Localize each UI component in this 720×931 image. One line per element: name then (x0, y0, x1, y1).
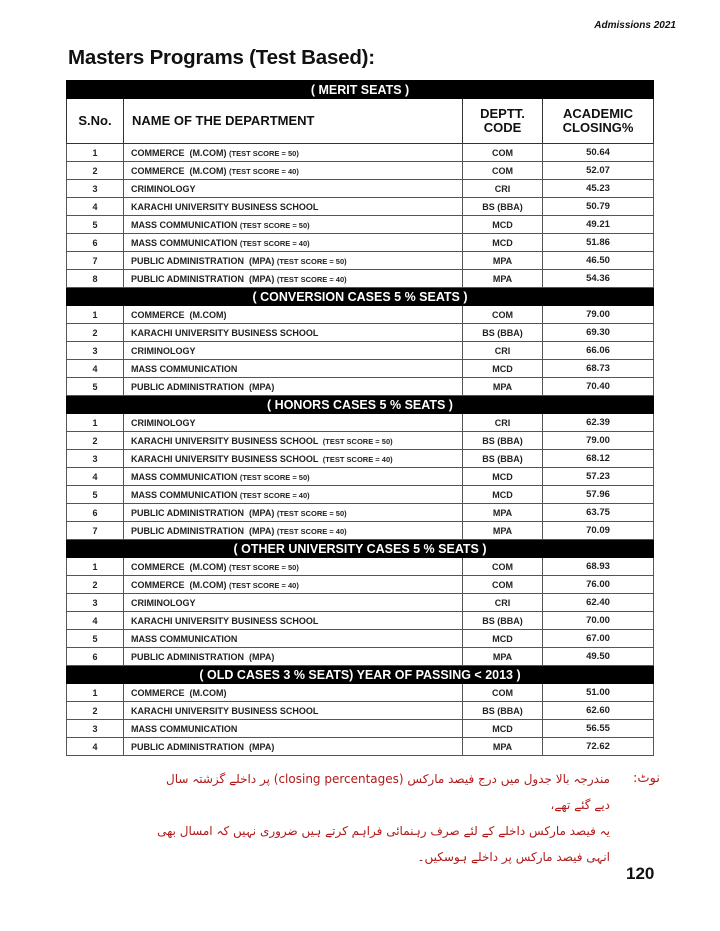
cell-closing-percent: 70.00 (543, 612, 654, 630)
test-score-note: (TEST SCORE = 40) (276, 274, 347, 284)
cell-dept-code: BS (BBA) (463, 612, 543, 630)
cell-closing-percent: 51.00 (543, 684, 654, 702)
table-row (67, 306, 654, 324)
cell-closing-percent: 66.06 (543, 342, 654, 360)
cell-department (124, 450, 463, 468)
note-line-1: مندرجہ بالا جدول میں درج فیصد مارکس (closing percentages) پر داخلے گزشتہ سال دیے گئے تھے، (165, 772, 610, 812)
cell-dept-code: COM (463, 162, 543, 180)
cell-sno: 4 (67, 468, 124, 486)
department-name: CRIMINOLOGY (131, 417, 196, 428)
cell-closing-percent: 52.07 (543, 162, 654, 180)
cell-sno: 2 (67, 702, 124, 720)
table-row (67, 720, 654, 738)
test-score-note: (TEST SCORE = 50) (239, 472, 310, 482)
cell-sno: 4 (67, 738, 124, 756)
cell-closing-percent: 62.60 (543, 702, 654, 720)
cell-sno: 2 (67, 432, 124, 450)
table-row (67, 450, 654, 468)
cell-department (124, 468, 463, 486)
cell-department (124, 252, 463, 270)
page-number: 120 (626, 864, 655, 883)
cell-department (124, 414, 463, 432)
cell-department (124, 612, 463, 630)
department-name: MASS COMMUNICATION (131, 237, 238, 248)
cell-department (124, 702, 463, 720)
test-score-note: (TEST SCORE = 50) (239, 220, 310, 230)
cell-dept-code: MPA (463, 648, 543, 666)
cell-sno: 6 (67, 504, 124, 522)
cell-sno: 1 (67, 306, 124, 324)
cell-closing-percent: 62.40 (543, 594, 654, 612)
table-row (67, 558, 654, 576)
test-score-note: (TEST SCORE = 50) (229, 562, 299, 572)
column-header-code-line2: CODE (483, 120, 522, 135)
cell-sno: 1 (67, 684, 124, 702)
test-score-note: (TEST SCORE = 40) (229, 166, 299, 176)
department-name: KARACHI UNIVERSITY BUSINESS SCHOOL (131, 453, 319, 464)
cell-sno: 2 (67, 162, 124, 180)
table-row (67, 180, 654, 198)
column-header-closing (543, 99, 654, 144)
department-name: COMMERCE (M.COM) (131, 687, 227, 698)
cell-sno: 4 (67, 360, 124, 378)
table-row (67, 522, 654, 540)
column-header-closing-line1: ACADEMIC (562, 106, 634, 121)
cell-sno: 7 (67, 252, 124, 270)
urdu-note (150, 766, 660, 870)
department-name: CRIMINOLOGY (131, 345, 196, 356)
table-row (67, 198, 654, 216)
cell-department (124, 522, 463, 540)
cell-department (124, 432, 463, 450)
department-name: KARACHI UNIVERSITY BUSINESS SCHOOL (131, 327, 319, 338)
cell-sno: 1 (67, 558, 124, 576)
department-name: COMMERCE (M.COM) (131, 561, 227, 572)
cell-department (124, 684, 463, 702)
cell-dept-code: MCD (463, 234, 543, 252)
cell-dept-code: BS (BBA) (463, 702, 543, 720)
cell-closing-percent: 50.64 (543, 144, 654, 162)
cell-department (124, 324, 463, 342)
department-name: PUBLIC ADMINISTRATION (MPA) (131, 741, 275, 752)
cell-department (124, 558, 463, 576)
note-line-2: یہ فیصد مارکس داخلے کے لئے صرف رہنمائی فراہم کرتے ہیں ضروری نہیں کہ امسال بھی انہی فیصد مارکس پر داخلے ہوسکیں۔ (157, 824, 610, 864)
cell-department (124, 378, 463, 396)
table-row (67, 162, 654, 180)
cell-closing-percent: 68.12 (543, 450, 654, 468)
table-row (67, 702, 654, 720)
cell-department (124, 738, 463, 756)
cell-sno: 5 (67, 486, 124, 504)
cell-dept-code: BS (BBA) (463, 198, 543, 216)
cell-dept-code: MCD (463, 216, 543, 234)
table-row (67, 504, 654, 522)
cell-closing-percent: 51.86 (543, 234, 654, 252)
cell-sno: 5 (67, 630, 124, 648)
cell-sno: 8 (67, 270, 124, 288)
table-row (67, 342, 654, 360)
section-header (67, 540, 654, 558)
cell-closing-percent: 67.00 (543, 630, 654, 648)
closing-percentages-table (66, 80, 654, 756)
department-name: MASS COMMUNICATION (131, 633, 238, 644)
department-name: MASS COMMUNICATION (131, 471, 238, 482)
table-row (67, 468, 654, 486)
table-row (67, 144, 654, 162)
cell-department (124, 306, 463, 324)
cell-department (124, 360, 463, 378)
cell-dept-code: COM (463, 684, 543, 702)
cell-closing-percent: 49.50 (543, 648, 654, 666)
cell-closing-percent: 50.79 (543, 198, 654, 216)
cell-dept-code: BS (BBA) (463, 450, 543, 468)
cell-department (124, 594, 463, 612)
column-header-sno: S.No. (67, 99, 124, 144)
department-name: COMMERCE (M.COM) (131, 579, 227, 590)
section-header (67, 396, 654, 414)
test-score-note: (TEST SCORE = 50) (276, 508, 347, 518)
cell-dept-code: MPA (463, 270, 543, 288)
section-title: ( OLD CASES 3 % SEATS) YEAR OF PASSING < 2013 ) (67, 666, 654, 684)
cell-department (124, 144, 463, 162)
cell-dept-code: MPA (463, 738, 543, 756)
cell-sno: 5 (67, 378, 124, 396)
test-score-note: (TEST SCORE = 50) (320, 436, 393, 446)
department-name: MASS COMMUNICATION (131, 723, 238, 734)
test-score-note: (TEST SCORE = 40) (239, 490, 310, 500)
cell-sno: 3 (67, 342, 124, 360)
cell-dept-code: MCD (463, 720, 543, 738)
department-name: KARACHI UNIVERSITY BUSINESS SCHOOL (131, 201, 319, 212)
cell-dept-code: COM (463, 144, 543, 162)
cell-sno: 4 (67, 198, 124, 216)
cell-sno: 1 (67, 414, 124, 432)
cell-dept-code: CRI (463, 594, 543, 612)
department-name: CRIMINOLOGY (131, 183, 196, 194)
cell-sno: 3 (67, 180, 124, 198)
cell-closing-percent: 70.09 (543, 522, 654, 540)
column-header-name: NAME OF THE DEPARTMENT (124, 99, 463, 144)
table-row (67, 414, 654, 432)
department-name: KARACHI UNIVERSITY BUSINESS SCHOOL (131, 615, 319, 626)
cell-department (124, 576, 463, 594)
table-row (67, 594, 654, 612)
cell-sno: 1 (67, 144, 124, 162)
test-score-note: (TEST SCORE = 40) (320, 454, 393, 464)
table-row (67, 576, 654, 594)
cell-department (124, 342, 463, 360)
department-name: PUBLIC ADMINISTRATION (MPA) (131, 525, 275, 536)
table-row (67, 486, 654, 504)
cell-sno: 6 (67, 234, 124, 252)
cell-closing-percent: 62.39 (543, 414, 654, 432)
test-score-note: (TEST SCORE = 50) (276, 256, 347, 266)
cell-closing-percent: 72.62 (543, 738, 654, 756)
cell-dept-code: BS (BBA) (463, 324, 543, 342)
section-header (67, 288, 654, 306)
cell-dept-code: MPA (463, 252, 543, 270)
test-score-note: (TEST SCORE = 50) (229, 148, 299, 158)
department-name: COMMERCE (M.COM) (131, 309, 227, 320)
column-header-row (67, 99, 654, 144)
note-label: نوٹ: (633, 771, 660, 786)
test-score-note: (TEST SCORE = 40) (276, 526, 347, 536)
cell-closing-percent: 70.40 (543, 378, 654, 396)
test-score-note: (TEST SCORE = 40) (229, 580, 299, 590)
department-name: COMMERCE (M.COM) (131, 165, 227, 176)
cell-sno: 3 (67, 450, 124, 468)
cell-closing-percent: 54.36 (543, 270, 654, 288)
department-name: PUBLIC ADMINISTRATION (MPA) (131, 255, 275, 266)
table-row (67, 648, 654, 666)
cell-sno: 3 (67, 594, 124, 612)
section-title: ( OTHER UNIVERSITY CASES 5 % SEATS ) (67, 540, 654, 558)
department-name: KARACHI UNIVERSITY BUSINESS SCHOOL (131, 435, 319, 446)
cell-department (124, 486, 463, 504)
cell-department (124, 504, 463, 522)
cell-sno: 5 (67, 216, 124, 234)
section-title: ( HONORS CASES 5 % SEATS ) (67, 396, 654, 414)
department-name: CRIMINOLOGY (131, 597, 196, 608)
cell-dept-code: COM (463, 576, 543, 594)
department-name: PUBLIC ADMINISTRATION (MPA) (131, 381, 275, 392)
cell-closing-percent: 79.00 (543, 306, 654, 324)
table-row (67, 234, 654, 252)
column-header-code (463, 99, 543, 144)
section-header (67, 81, 654, 99)
cell-sno: 4 (67, 612, 124, 630)
cell-dept-code: BS (BBA) (463, 432, 543, 450)
department-name: MASS COMMUNICATION (131, 219, 238, 230)
table-row (67, 252, 654, 270)
column-header-closing-line2: CLOSING% (562, 120, 634, 135)
test-score-note: (TEST SCORE = 40) (239, 238, 310, 248)
cell-department (124, 234, 463, 252)
table-row (67, 630, 654, 648)
cell-closing-percent: 68.73 (543, 360, 654, 378)
cell-sno: 6 (67, 648, 124, 666)
table-row (67, 432, 654, 450)
header-label: Admissions 2021 (594, 20, 676, 31)
table-row (67, 216, 654, 234)
cell-department (124, 198, 463, 216)
cell-dept-code: MPA (463, 522, 543, 540)
cell-sno: 2 (67, 324, 124, 342)
section-title: ( MERIT SEATS ) (67, 81, 654, 99)
cell-dept-code: CRI (463, 180, 543, 198)
table-row (67, 360, 654, 378)
page-title: Masters Programs (Test Based): (68, 46, 375, 69)
column-header-code-line1: DEPTT. (480, 106, 525, 121)
cell-closing-percent: 63.75 (543, 504, 654, 522)
cell-dept-code: CRI (463, 342, 543, 360)
cell-sno: 3 (67, 720, 124, 738)
table-row (67, 324, 654, 342)
cell-dept-code: COM (463, 306, 543, 324)
cell-dept-code: MCD (463, 486, 543, 504)
department-name: PUBLIC ADMINISTRATION (MPA) (131, 273, 275, 284)
cell-dept-code: COM (463, 558, 543, 576)
table-row (67, 684, 654, 702)
department-name: MASS COMMUNICATION (131, 363, 238, 374)
cell-closing-percent: 79.00 (543, 432, 654, 450)
cell-dept-code: MCD (463, 630, 543, 648)
department-name: PUBLIC ADMINISTRATION (MPA) (131, 651, 275, 662)
cell-closing-percent: 56.55 (543, 720, 654, 738)
cell-dept-code: MPA (463, 504, 543, 522)
cell-closing-percent: 49.21 (543, 216, 654, 234)
cell-department (124, 630, 463, 648)
cell-department (124, 216, 463, 234)
cell-closing-percent: 45.23 (543, 180, 654, 198)
cell-closing-percent: 57.96 (543, 486, 654, 504)
section-title: ( CONVERSION CASES 5 % SEATS ) (67, 288, 654, 306)
cell-department (124, 270, 463, 288)
cell-sno: 2 (67, 576, 124, 594)
cell-dept-code: CRI (463, 414, 543, 432)
cell-sno: 7 (67, 522, 124, 540)
cell-closing-percent: 69.30 (543, 324, 654, 342)
cell-closing-percent: 68.93 (543, 558, 654, 576)
cell-department (124, 180, 463, 198)
department-name: PUBLIC ADMINISTRATION (MPA) (131, 507, 275, 518)
cell-department (124, 720, 463, 738)
section-header (67, 666, 654, 684)
department-name: KARACHI UNIVERSITY BUSINESS SCHOOL (131, 705, 319, 716)
department-name: MASS COMMUNICATION (131, 489, 238, 500)
cell-closing-percent: 76.00 (543, 576, 654, 594)
cell-department (124, 162, 463, 180)
cell-closing-percent: 46.50 (543, 252, 654, 270)
cell-dept-code: MPA (463, 378, 543, 396)
table-row (67, 612, 654, 630)
table-row (67, 270, 654, 288)
table-row (67, 738, 654, 756)
cell-dept-code: MCD (463, 468, 543, 486)
department-name: COMMERCE (M.COM) (131, 147, 227, 158)
cell-dept-code: MCD (463, 360, 543, 378)
table-row (67, 378, 654, 396)
cell-department (124, 648, 463, 666)
cell-closing-percent: 57.23 (543, 468, 654, 486)
